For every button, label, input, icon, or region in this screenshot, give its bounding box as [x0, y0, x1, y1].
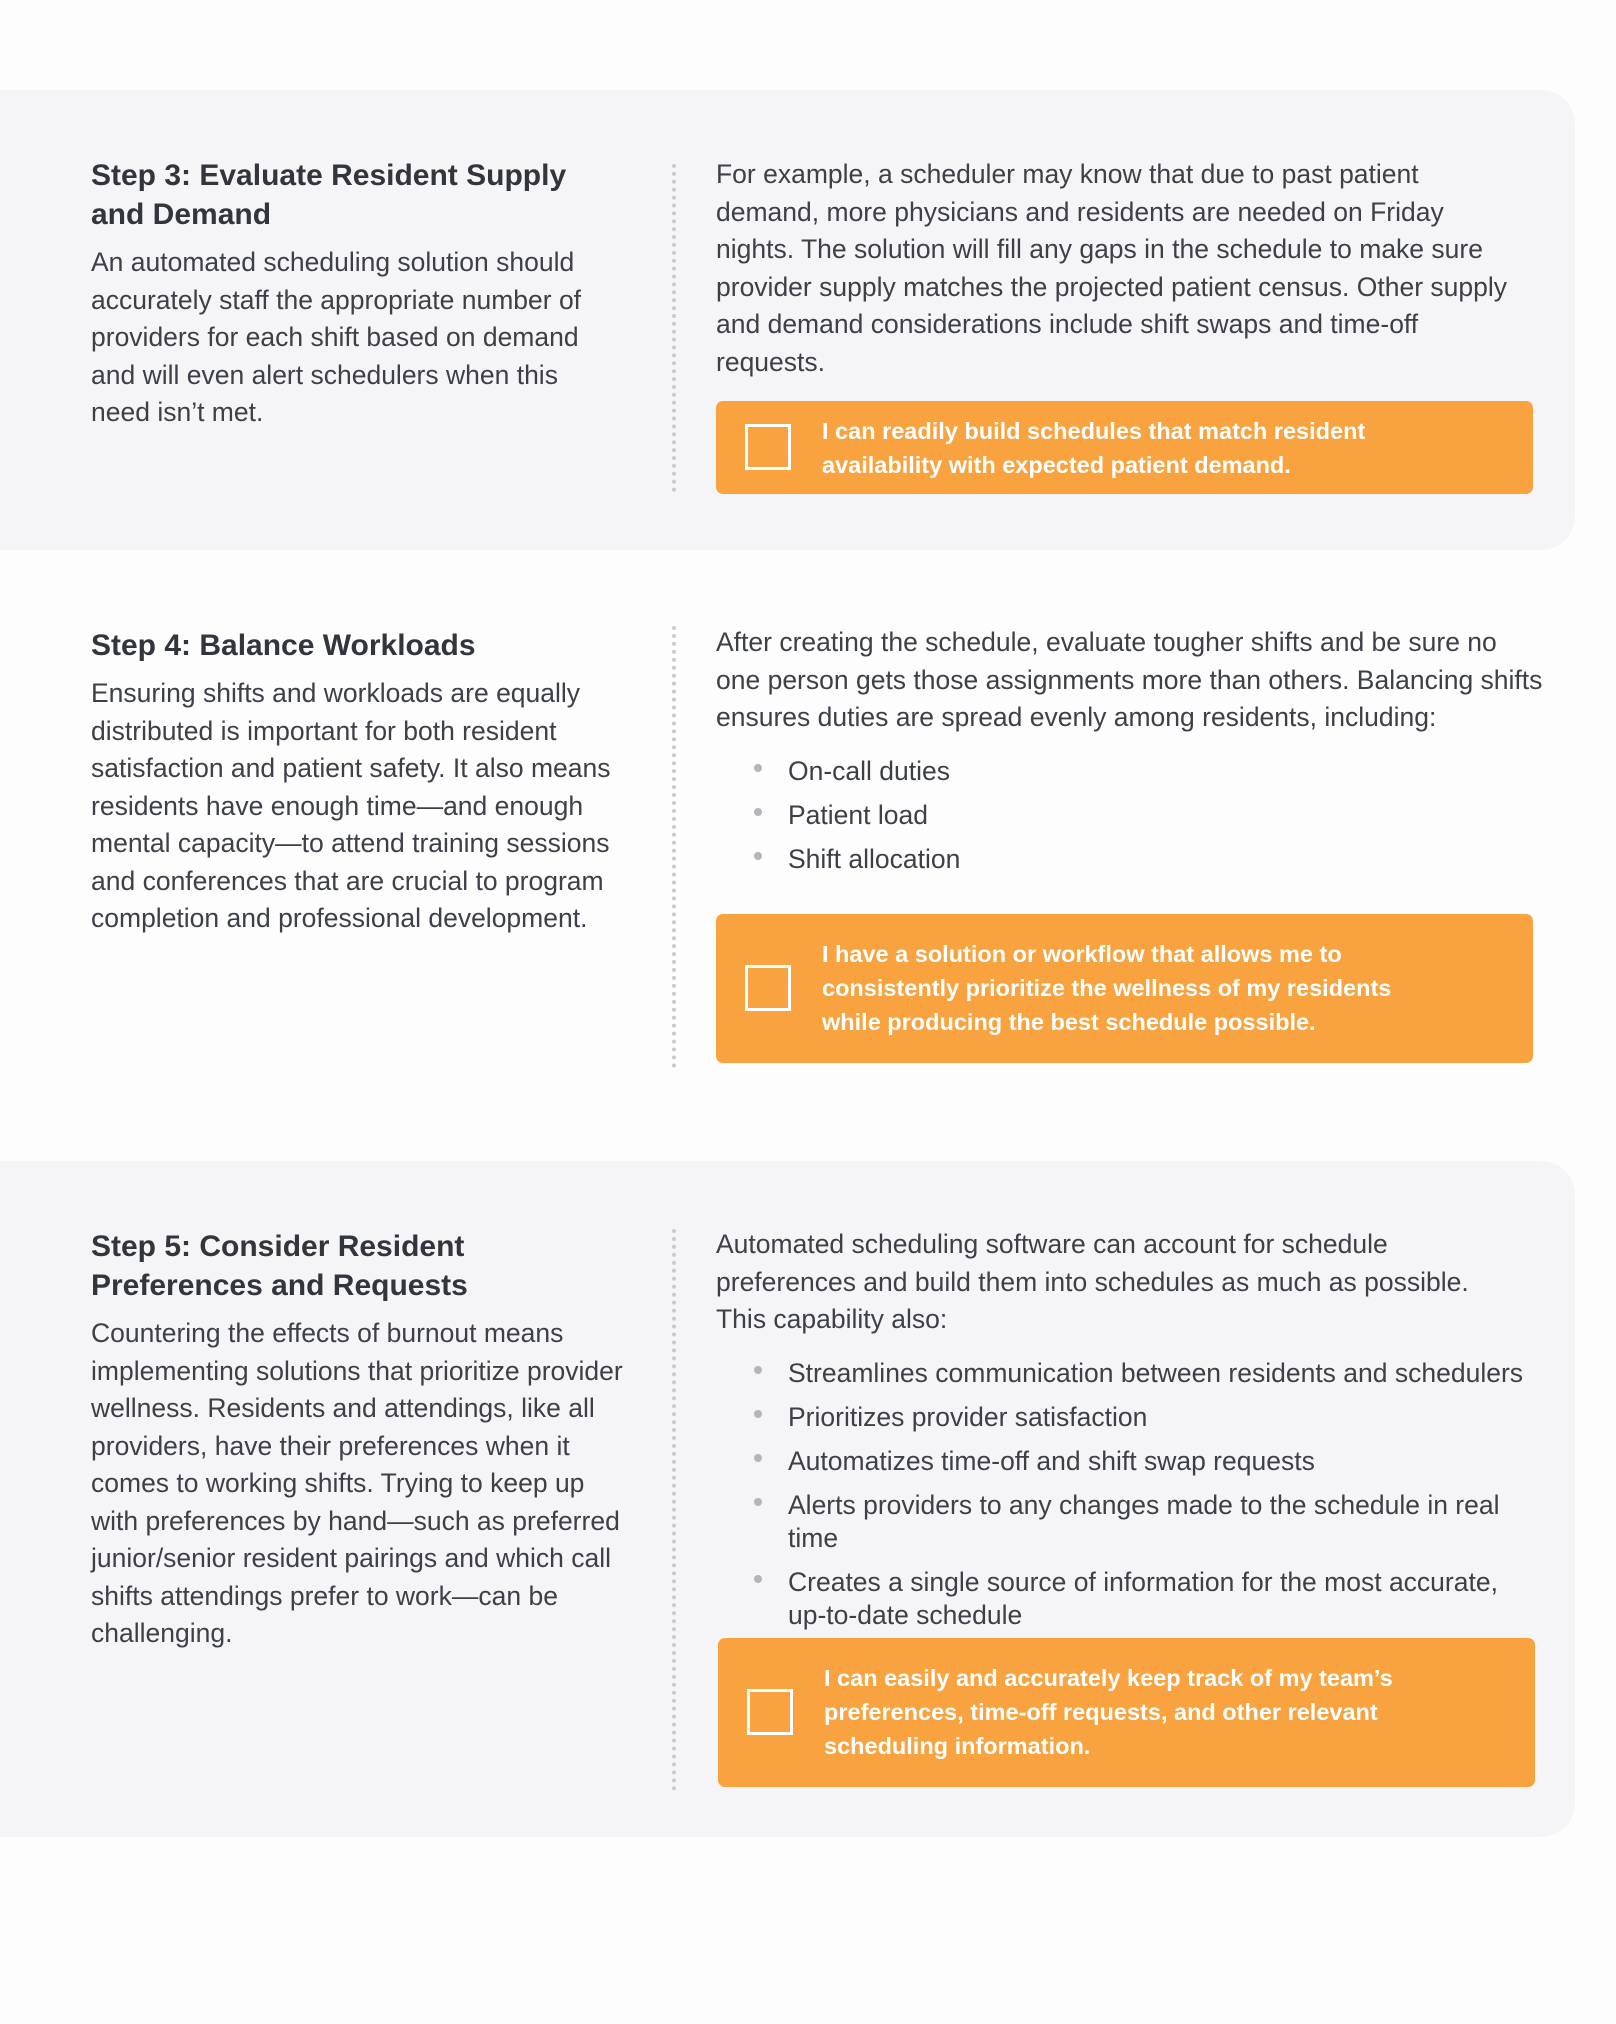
- step-4-right-text: After creating the schedule, evaluate tougher shifts and be sure no one person gets those assignments more than others. Balancing shifts ensures duties are spread evenly among residents, including:: [716, 627, 1543, 732]
- step-5-right-text: Automated scheduling software can account for schedule preferences and build them into schedules as much as possible. This capability also:: [716, 1229, 1469, 1334]
- bullet-dot-icon: [754, 1366, 762, 1374]
- step-5-callout-text: I can easily and accurately keep track of my team’s preferences, time-off requests, and other relevant scheduling information.: [824, 1665, 1393, 1759]
- step-3-title: Step 3: Evaluate Resident Supply and Demand: [91, 159, 567, 231]
- step-4-bullet-list: [716, 755, 1546, 876]
- step-3-left-column: [91, 156, 636, 432]
- bullet-dot-icon: [754, 1498, 762, 1506]
- step-3-checkbox[interactable]: [745, 424, 791, 470]
- step-5-left-column: [91, 1227, 636, 1653]
- step-5-title: Step 5: Consider Resident Preferences and Requests: [91, 1230, 468, 1302]
- list-item: Streamlines communication between residents and schedulers: [716, 1357, 1546, 1390]
- bullet-dot-icon: [754, 1410, 762, 1418]
- step-3-right-text: For example, a scheduler may know that due to past patient demand, more physicians and residents are needed on Friday nights. The solution will fill any gaps in the schedule to make sure provider supply matches the projected patient census. Other supply and demand considerations include shift swaps and time-off requests.: [716, 159, 1508, 377]
- step-3-right-column: [716, 156, 1546, 381]
- list-item: Creates a single source of information for the most accurate, up-to-date schedule: [716, 1566, 1538, 1632]
- step-5-checkbox[interactable]: [747, 1689, 793, 1735]
- step-3-section: [0, 90, 1575, 550]
- step-5-divider: [672, 1229, 676, 1791]
- step-4-section: [0, 550, 1575, 1160]
- step-4-body: Ensuring shifts and workloads are equally distributed is important for both resident satisfaction and patient safety. It also means residents have enough time—and enough mental capacity—to attend training sessions and conferences that are crucial to program completion and professional development.: [91, 678, 611, 933]
- list-item: Patient load: [716, 799, 1546, 832]
- list-item: Shift allocation: [716, 843, 1546, 876]
- list-item: On-call duties: [716, 755, 1546, 788]
- step-4-right-column: [716, 624, 1546, 887]
- bullet-dot-icon: [754, 1575, 762, 1583]
- step-4-callout-text: I have a solution or workflow that allows me to consistently prioritize the wellness of my residents while producing the best schedule possible.: [822, 941, 1392, 1035]
- step-5-body: Countering the effects of burnout means implementing solutions that prioritize provider wellness. Residents and attendings, like all providers, have their preferences when it comes to working shifts. Trying to keep up with preferences by hand—such as preferred junior/senior resident pairings and which call shifts attendings prefer to work—can be challenging.: [91, 1318, 623, 1648]
- list-item: Prioritizes provider satisfaction: [716, 1401, 1546, 1434]
- step-3-callout-text: I can readily build schedules that match resident availability with expected patient demand.: [822, 418, 1366, 478]
- step-5-bullet-list: [716, 1357, 1546, 1632]
- step-4-divider: [672, 626, 676, 1068]
- step-5-callout: [718, 1638, 1535, 1787]
- step-4-callout: [716, 914, 1533, 1063]
- step-3-body: An automated scheduling solution should accurately staff the appropriate number of providers for each shift based on demand and will even alert schedulers when this need isn’t met.: [91, 247, 582, 427]
- step-4-checkbox[interactable]: [745, 965, 791, 1011]
- bullet-dot-icon: [754, 852, 762, 860]
- bullet-dot-icon: [754, 764, 762, 772]
- step-5-right-column: [716, 1226, 1546, 1643]
- step-3-divider: [672, 164, 676, 492]
- list-item: Alerts providers to any changes made to the schedule in real time: [716, 1489, 1546, 1555]
- step-3-callout: [716, 401, 1533, 494]
- step-4-left-column: [91, 626, 636, 938]
- bullet-dot-icon: [754, 1454, 762, 1462]
- step-5-section: [0, 1161, 1575, 1837]
- step-4-title: Step 4: Balance Workloads: [91, 629, 476, 662]
- bullet-dot-icon: [754, 808, 762, 816]
- list-item: Automatizes time-off and shift swap requests: [716, 1445, 1546, 1478]
